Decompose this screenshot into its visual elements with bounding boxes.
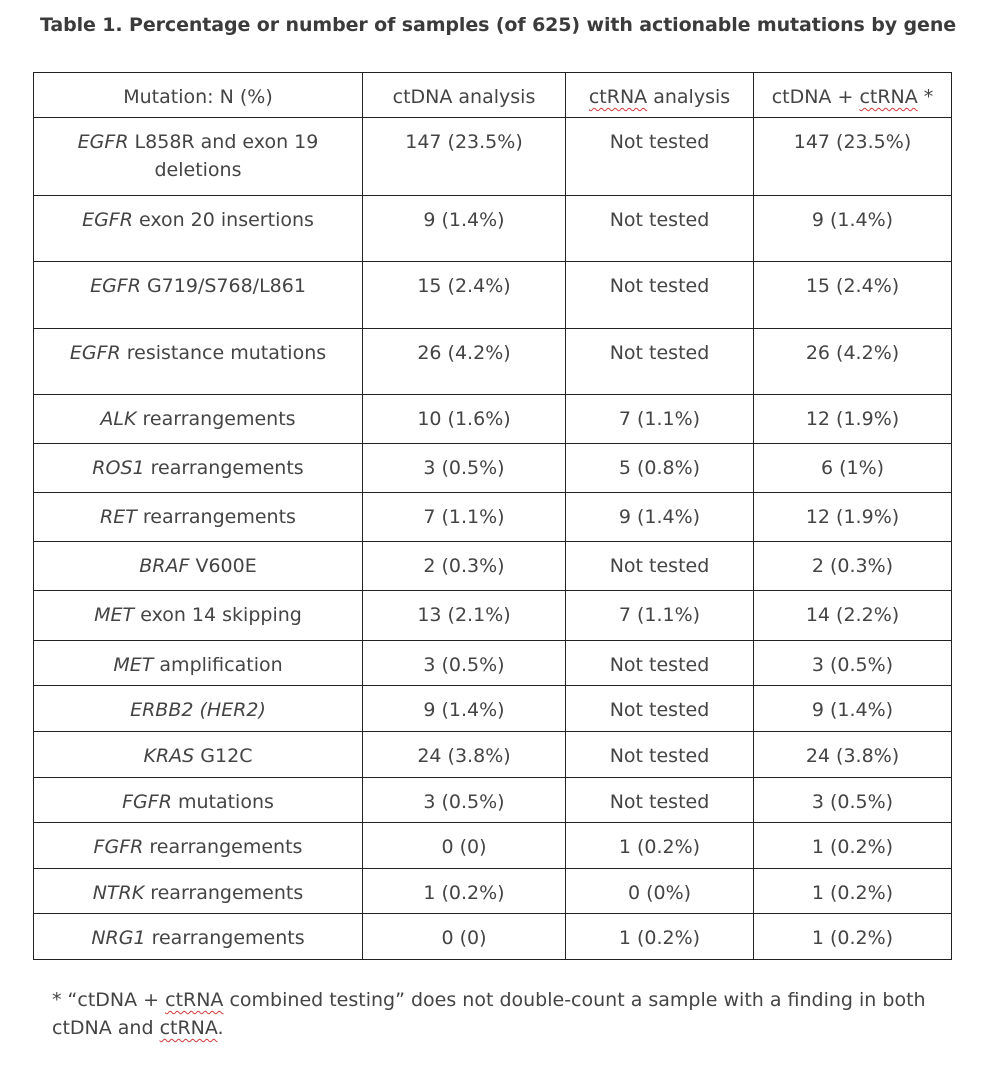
- header-ctrna: [566, 73, 754, 118]
- ctrna-cell: 1 (0.2%): [566, 914, 754, 960]
- mutation-detail: exon 14 skipping: [134, 604, 302, 626]
- table-row: [34, 444, 952, 493]
- combined-cell: 9 (1.4%): [754, 196, 952, 262]
- mutation-cell: [34, 732, 363, 778]
- header-ctdna: ctDNA analysis: [363, 73, 566, 118]
- ctdna-cell: 0 (0): [363, 914, 566, 960]
- ctrna-cell: 7 (1.1%): [566, 591, 754, 641]
- gene-name: ERBB2 (HER2): [130, 699, 266, 721]
- footnote-part2: combined testing” does not double-count a sample with a finding in both ctDNA and: [52, 989, 926, 1039]
- table-row: [34, 493, 952, 542]
- table-row: [34, 542, 952, 591]
- gene-name: ALK: [100, 408, 137, 430]
- ctrna-cell: Not tested: [566, 778, 754, 823]
- ctdna-cell: 3 (0.5%): [363, 444, 566, 493]
- mutation-cell: [34, 914, 363, 960]
- table-row: [34, 823, 952, 869]
- header-ctrna-word: ctRNA: [588, 86, 648, 108]
- ctdna-cell: 0 (0): [363, 823, 566, 869]
- mutation-detail: rearrangements: [144, 457, 304, 479]
- mutation-cell: [34, 395, 363, 444]
- header-ctrna-rest: analysis: [647, 86, 731, 108]
- mutation-detail: rearrangements: [136, 506, 296, 528]
- gene-name: BRAF: [139, 555, 190, 577]
- table-row: [34, 196, 952, 262]
- ctdna-cell: 9 (1.4%): [363, 196, 566, 262]
- ctdna-cell: 147 (23.5%): [363, 118, 566, 196]
- ctdna-cell: 26 (4.2%): [363, 329, 566, 395]
- ctdna-cell: 1 (0.2%): [363, 869, 566, 914]
- gene-name: EGFR: [82, 209, 133, 231]
- mutation-cell: [34, 591, 363, 641]
- combined-cell: 1 (0.2%): [754, 869, 952, 914]
- footnote-part3: .: [217, 1017, 224, 1039]
- mutation-cell: [34, 329, 363, 395]
- mutation-detail: V600E: [189, 555, 257, 577]
- ctdna-cell: 15 (2.4%): [363, 262, 566, 329]
- mutation-detail: rearrangements: [143, 836, 303, 858]
- gene-name: MET: [94, 604, 135, 626]
- table-row: [34, 641, 952, 686]
- mutation-detail: amplification: [153, 654, 283, 676]
- ctrna-cell: Not tested: [566, 542, 754, 591]
- ctdna-cell: 9 (1.4%): [363, 686, 566, 732]
- combined-cell: 6 (1%): [754, 444, 952, 493]
- combined-cell: 12 (1.9%): [754, 395, 952, 444]
- ctrna-cell: 0 (0%): [566, 869, 754, 914]
- table-row: [34, 686, 952, 732]
- mutation-detail: mutations: [171, 791, 274, 813]
- ctrna-cell: 7 (1.1%): [566, 395, 754, 444]
- combined-cell: 12 (1.9%): [754, 493, 952, 542]
- table-header-row: [34, 73, 952, 118]
- combined-cell: 147 (23.5%): [754, 118, 952, 196]
- table-row: [34, 329, 952, 395]
- mutation-detail: rearrangements: [144, 882, 304, 904]
- ctrna-cell: Not tested: [566, 118, 754, 196]
- combined-cell: 24 (3.8%): [754, 732, 952, 778]
- ctdna-cell: 10 (1.6%): [363, 395, 566, 444]
- ctdna-cell: 13 (2.1%): [363, 591, 566, 641]
- footnote-part1: * “ctDNA +: [52, 989, 166, 1011]
- ctdna-cell: 3 (0.5%): [363, 778, 566, 823]
- mutation-cell: [34, 869, 363, 914]
- table-row: [34, 395, 952, 444]
- mutation-cell: [34, 542, 363, 591]
- header-mutation: Mutation: N (%): [34, 73, 363, 118]
- combined-cell: 1 (0.2%): [754, 914, 952, 960]
- ctdna-cell: 3 (0.5%): [363, 641, 566, 686]
- mutation-cell: [34, 196, 363, 262]
- gene-name: EGFR: [77, 131, 129, 153]
- table-row: [34, 591, 952, 641]
- mutation-detail: resistance mutations: [120, 342, 327, 364]
- ctrna-cell: Not tested: [566, 329, 754, 395]
- mutation-cell: [34, 262, 363, 329]
- mutation-detail: L858R and exon 19 deletions: [128, 131, 319, 181]
- mutation-detail: exon 20 insertions: [132, 209, 314, 231]
- combined-cell: 3 (0.5%): [754, 778, 952, 823]
- ctrna-cell: 9 (1.4%): [566, 493, 754, 542]
- mutations-table: [33, 72, 952, 960]
- combined-cell: 2 (0.3%): [754, 542, 952, 591]
- combined-cell: 3 (0.5%): [754, 641, 952, 686]
- ctrna-cell: Not tested: [566, 262, 754, 329]
- gene-name: MET: [113, 654, 154, 676]
- ctrna-cell: 5 (0.8%): [566, 444, 754, 493]
- table-row: [34, 778, 952, 823]
- table-row: [34, 914, 952, 960]
- ctdna-cell: 7 (1.1%): [363, 493, 566, 542]
- combined-cell: 15 (2.4%): [754, 262, 952, 329]
- combined-cell: 26 (4.2%): [754, 329, 952, 395]
- ctdna-cell: 24 (3.8%): [363, 732, 566, 778]
- table-title: Table 1. Percentage or number of samples (of 625) with actionable mutations by gene: [39, 14, 957, 36]
- mutation-cell: [34, 493, 363, 542]
- mutation-detail: rearrangements: [145, 927, 305, 949]
- mutation-cell: [34, 641, 363, 686]
- ctdna-cell: 2 (0.3%): [363, 542, 566, 591]
- mutation-cell: [34, 686, 363, 732]
- table-body: [34, 118, 952, 960]
- gene-name: FGFR: [122, 791, 172, 813]
- ctrna-cell: Not tested: [566, 641, 754, 686]
- mutation-detail: G12C: [194, 745, 253, 767]
- gene-name: NRG1: [91, 927, 146, 949]
- ctrna-cell: Not tested: [566, 686, 754, 732]
- footnote: [52, 986, 962, 1042]
- footnote-word1: ctRNA: [165, 989, 224, 1011]
- mutation-detail: rearrangements: [136, 408, 296, 430]
- gene-name: EGFR: [90, 275, 141, 297]
- gene-name: FGFR: [93, 836, 144, 858]
- header-combined: [754, 73, 952, 118]
- table-row: [34, 732, 952, 778]
- ctrna-cell: 1 (0.2%): [566, 823, 754, 869]
- combined-cell: 14 (2.2%): [754, 591, 952, 641]
- combined-cell: 1 (0.2%): [754, 823, 952, 869]
- gene-name: NTRK: [92, 882, 145, 904]
- ctrna-cell: Not tested: [566, 196, 754, 262]
- table-row: [34, 262, 952, 329]
- gene-name: EGFR: [69, 342, 121, 364]
- combined-cell: 9 (1.4%): [754, 686, 952, 732]
- gene-name: KRAS: [143, 745, 195, 767]
- ctrna-cell: Not tested: [566, 732, 754, 778]
- table-row: [34, 118, 952, 196]
- mutation-detail: G719/S768/L861: [140, 275, 306, 297]
- table-row: [34, 869, 952, 914]
- mutation-cell: [34, 778, 363, 823]
- header-combined-post: *: [917, 86, 934, 108]
- mutation-cell: [34, 444, 363, 493]
- gene-name: RET: [100, 506, 137, 528]
- mutation-cell: [34, 823, 363, 869]
- mutation-cell: [34, 118, 363, 196]
- footnote-word2: ctRNA: [159, 1017, 218, 1039]
- header-combined-pre: ctDNA +: [771, 86, 860, 108]
- gene-name: ROS1: [92, 457, 145, 479]
- header-combined-word: ctRNA: [859, 86, 918, 108]
